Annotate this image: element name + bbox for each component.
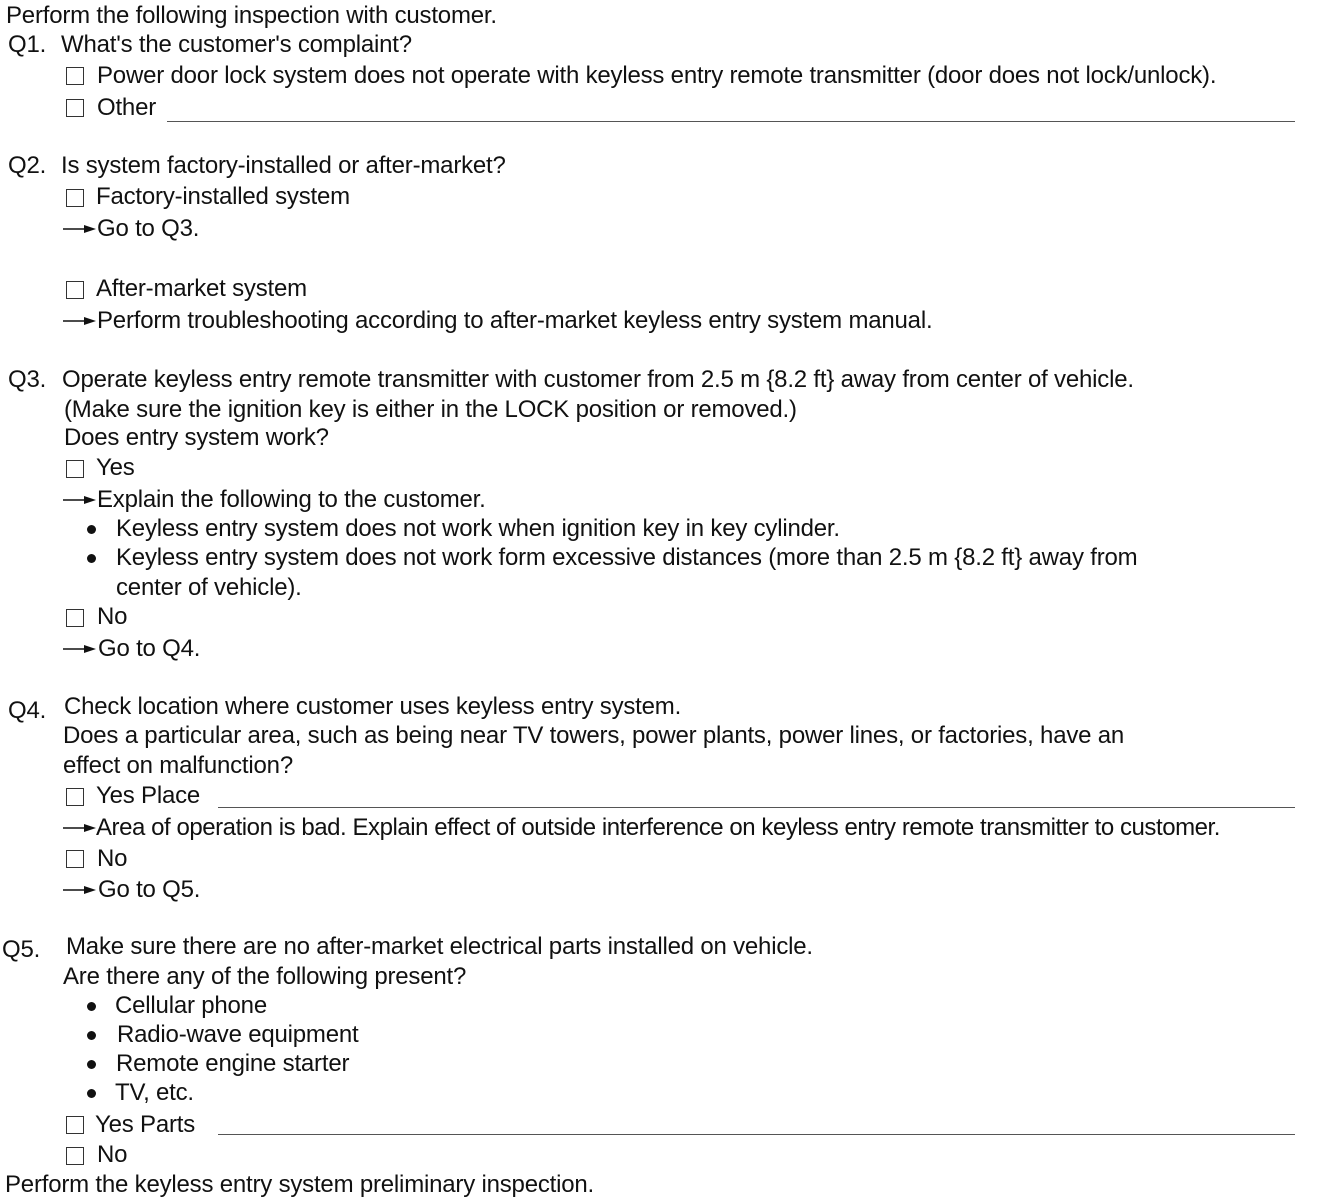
q3-bullet-1: Keyless entry system does not work when ignition key in key cylinder.	[116, 515, 840, 542]
q2-aftermarket-checkbox[interactable]	[66, 281, 84, 299]
q1-other-input-line[interactable]	[167, 121, 1295, 122]
q5-item-3: Remote engine starter	[116, 1050, 350, 1077]
q1-option1-checkbox[interactable]	[66, 67, 84, 85]
q1-question: What's the customer's complaint?	[61, 31, 412, 58]
q2-aftermarket-label: After-market system	[96, 275, 307, 302]
q5-no-checkbox[interactable]	[66, 1147, 84, 1165]
q5-yes-checkbox[interactable]	[66, 1116, 84, 1134]
q3-subquestion: Does entry system work?	[64, 424, 329, 451]
q3-bullet-2-line2: center of vehicle).	[116, 574, 302, 601]
q4-yes-checkbox[interactable]	[66, 788, 84, 806]
q5-item-4: TV, etc.	[115, 1079, 194, 1106]
footer-text: Perform the keyless entry system preliminary inspection.	[5, 1171, 595, 1198]
arrow-right-icon	[62, 314, 96, 328]
q4-yes-next: Area of operation is bad. Explain effect of outside interference on keyless entry remote transmitter to customer.	[96, 814, 1220, 841]
bullet-icon	[87, 525, 96, 534]
q1-option1-label: Power door lock system does not operate with keyless entry remote transmitter (door does not lock/unlock).	[97, 62, 1217, 89]
q4-yes-label: Yes Place	[96, 782, 201, 809]
q3-note: (Make sure the ignition key is either in the LOCK position or removed.)	[64, 396, 797, 423]
q5-yes-label: Yes Parts	[95, 1111, 196, 1138]
q2-aftermarket-next: Perform troubleshooting according to after-market keyless entry system manual.	[97, 307, 933, 334]
arrow-right-icon	[62, 821, 96, 835]
q3-no-label: No	[97, 603, 128, 630]
bullet-icon	[87, 554, 96, 563]
q2-factory-label: Factory-installed system	[96, 183, 350, 210]
q5-item-1: Cellular phone	[115, 992, 267, 1019]
bullet-icon	[87, 1089, 96, 1098]
q5-label: Q5.	[2, 936, 41, 963]
q4-no-label: No	[97, 845, 128, 872]
intro-text: Perform the following inspection with customer.	[6, 2, 497, 29]
q3-no-next: Go to Q4.	[98, 635, 201, 662]
q3-bullet-2-line1: Keyless entry system does not work form excessive distances (more than 2.5 m {8.2 ft} away from	[116, 544, 1138, 571]
q3-yes-next: Explain the following to the customer.	[97, 486, 486, 513]
q3-yes-label: Yes	[96, 454, 135, 481]
q5-no-label: No	[97, 1141, 128, 1168]
q3-no-checkbox[interactable]	[66, 609, 84, 627]
arrow-right-icon	[62, 493, 96, 507]
q5-question: Make sure there are no after-market electrical parts installed on vehicle.	[66, 933, 813, 960]
q3-question: Operate keyless entry remote transmitter with customer from 2.5 m {8.2 ft} away from center of vehicle.	[62, 366, 1134, 393]
q5-item-2: Radio-wave equipment	[117, 1021, 359, 1048]
q3-label: Q3.	[8, 366, 47, 393]
q4-place-input-line[interactable]	[218, 807, 1295, 808]
arrow-right-icon	[62, 883, 96, 897]
bullet-icon	[87, 1060, 96, 1069]
q4-subquestion-line1: Does a particular area, such as being near TV towers, power plants, power lines, or factories, have an	[63, 722, 1125, 749]
q4-no-checkbox[interactable]	[66, 850, 84, 868]
q2-question: Is system factory-installed or after-market?	[61, 152, 506, 179]
q5-parts-input-line[interactable]	[218, 1134, 1295, 1135]
q4-subquestion-line2: effect on malfunction?	[63, 752, 293, 779]
q4-no-next: Go to Q5.	[98, 876, 201, 903]
q4-question: Check location where customer uses keyless entry system.	[64, 693, 682, 720]
q2-factory-checkbox[interactable]	[66, 189, 84, 207]
arrow-right-icon	[62, 222, 96, 236]
q1-label: Q1.	[8, 31, 47, 58]
q1-option-other-label: Other	[97, 94, 157, 121]
bullet-icon	[87, 1002, 96, 1011]
arrow-right-icon	[62, 642, 96, 656]
bullet-icon	[87, 1031, 96, 1040]
q4-label: Q4.	[8, 697, 47, 724]
q1-option-other-checkbox[interactable]	[66, 99, 84, 117]
q3-yes-checkbox[interactable]	[66, 460, 84, 478]
q2-factory-next: Go to Q3.	[97, 215, 200, 242]
q5-subquestion: Are there any of the following present?	[63, 963, 467, 990]
q2-label: Q2.	[8, 152, 47, 179]
